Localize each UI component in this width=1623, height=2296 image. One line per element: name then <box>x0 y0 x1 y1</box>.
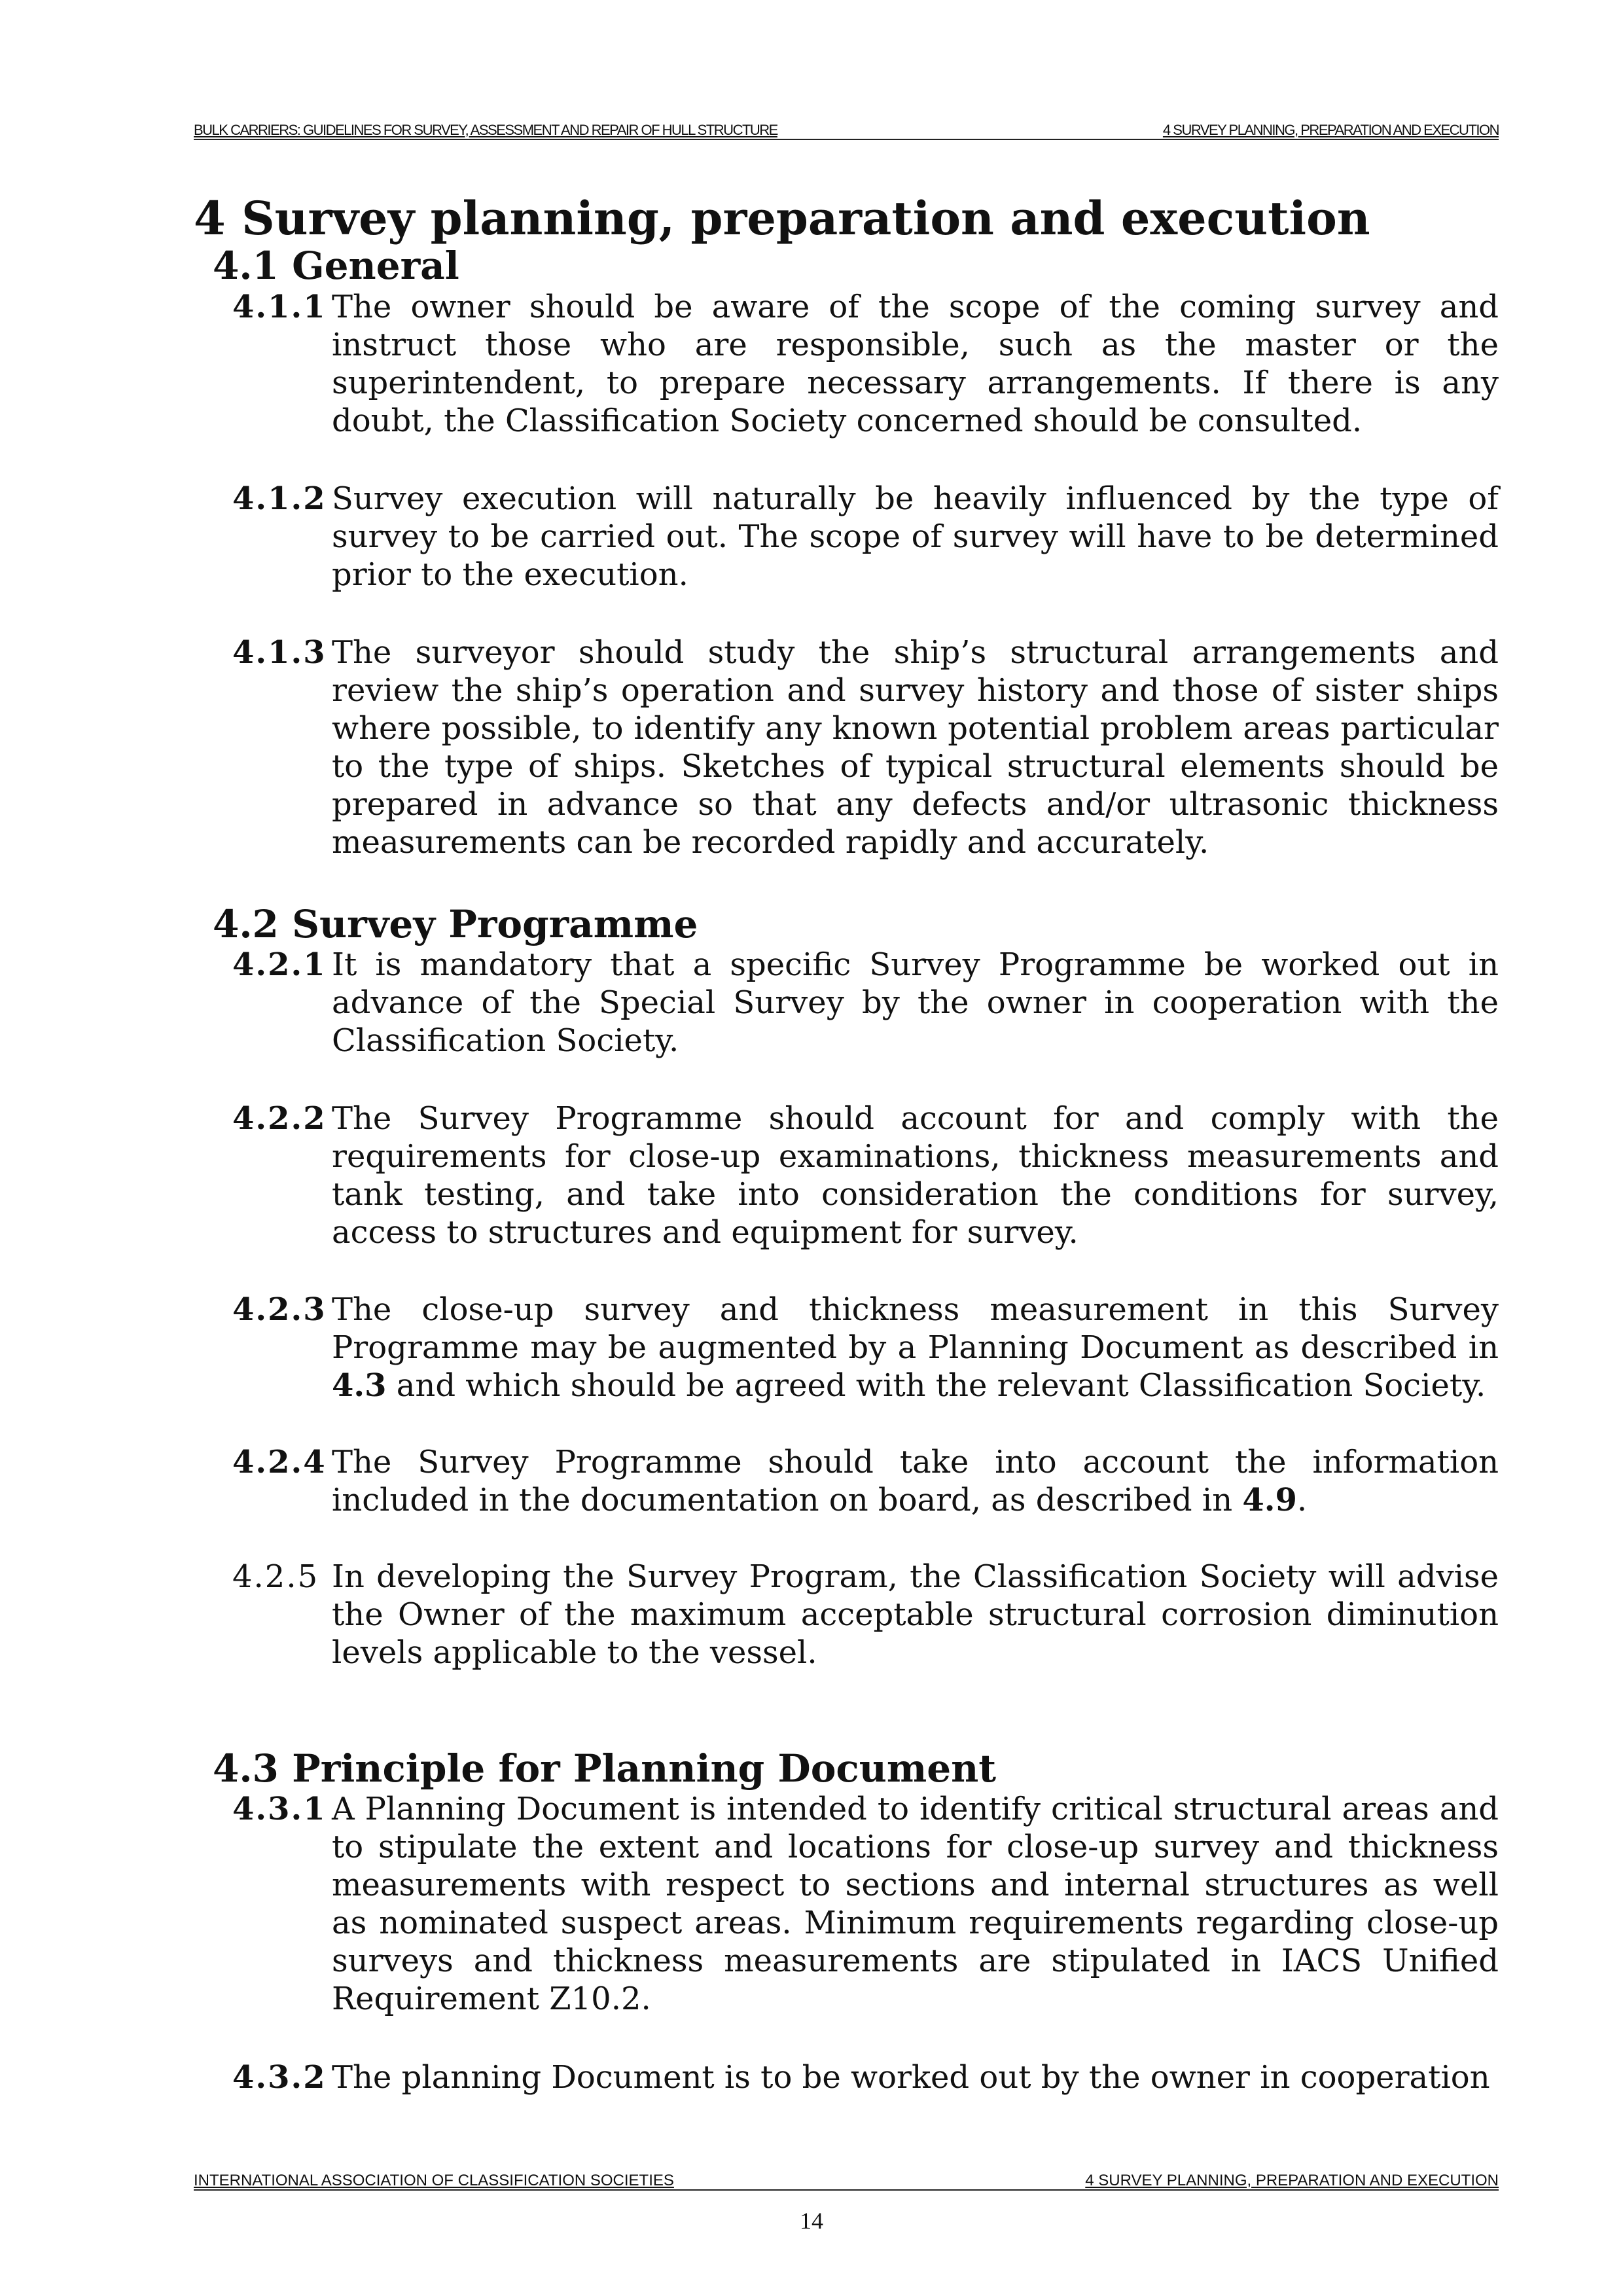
paragraph-text: A Planning Document is intended to identify critical structural areas and to stipulate the extent and locations for close-up survey and thickness measurements with respect to sections and internal structures as well as nominated suspect areas. Minimum requirements regarding close-up surveys and thickness measurements are stipulated in IACS Unified Requirement Z10.2. <box>332 1791 1499 2017</box>
cross-reference: 4.3 <box>332 1367 387 1404</box>
paragraph-text: It is mandatory that a specific Survey Programme be worked out in advance of the Special Survey by the owner in cooperation with the Classification Society. <box>332 946 1499 1059</box>
paragraph-number: 4.2.1 <box>232 946 327 983</box>
paragraph-4-1-2 <box>232 480 1499 594</box>
paragraph-text-part: The close-up survey and thickness measurement in this Survey Programme may be augmented by a Planning Document as described in <box>332 1291 1499 1366</box>
paragraph-4-1-3 <box>232 634 1499 861</box>
running-header-right: 4 SURVEY PLANNING, PREPARATION AND EXECUTION <box>1162 122 1499 138</box>
paragraph-number: 4.2.2 <box>232 1100 327 1137</box>
paragraph-text: Survey execution will naturally be heavily influenced by the type of survey to be carried out. The scope of survey will have to be determined prior to the execution. <box>332 480 1499 593</box>
paragraph-number: 4.1.3 <box>232 634 327 671</box>
section-heading-4-3: 4.3 Principle for Planning Document <box>213 1746 997 1791</box>
running-header-left: BULK CARRIERS: GUIDELINES FOR SURVEY, ASSESSMENT AND REPAIR OF HULL STRUCTURE <box>194 122 777 138</box>
chapter-title: 4 Survey planning, preparation and execution <box>194 191 1370 245</box>
paragraph-number: 4.3.1 <box>232 1791 327 1827</box>
paragraph-text <box>332 1291 1499 1405</box>
running-footer-left: INTERNATIONAL ASSOCIATION OF CLASSIFICATION SOCIETIES <box>194 2172 674 2189</box>
running-footer-right: 4 SURVEY PLANNING, PREPARATION AND EXECUTION <box>1085 2172 1499 2189</box>
paragraph-number: 4.2.3 <box>232 1291 327 1328</box>
paragraph-number: 4.3.2 <box>232 2059 327 2096</box>
paragraph-4-1-1 <box>232 288 1499 440</box>
paragraph-text-part: . <box>1296 1482 1308 1518</box>
paragraph-4-2-1 <box>232 946 1499 1060</box>
cross-reference: 4.9 <box>1242 1482 1297 1518</box>
paragraph-text <box>332 1443 1499 1519</box>
section-heading-4-1: 4.1 General <box>213 243 459 288</box>
paragraph-4-2-5 <box>232 1558 1499 1672</box>
paragraph-number: 4.1.1 <box>232 289 327 325</box>
paragraph-4-3-2 <box>232 2058 1499 2096</box>
section-heading-4-2: 4.2 Survey Programme <box>213 902 698 946</box>
header-rule <box>194 139 1499 140</box>
paragraph-text: The Survey Programme should account for and comply with the requirements for close-up examinations, thickness measurements and tank testing, and take into consideration the conditions for survey, access to structures and equipment for survey. <box>332 1100 1499 1251</box>
paragraph-number: 4.2.5 <box>232 1558 319 1595</box>
paragraph-4-2-3 <box>232 1291 1499 1405</box>
footer-rule <box>194 2189 1499 2191</box>
paragraph-4-2-4 <box>232 1443 1499 1519</box>
paragraph-4-3-1 <box>232 1790 1499 2018</box>
paragraph-text-part: and which should be agreed with the relevant Classification Society. <box>396 1367 1486 1404</box>
paragraph-number: 4.2.4 <box>232 1444 327 1480</box>
paragraph-4-2-2 <box>232 1100 1499 1251</box>
paragraph-text: In developing the Survey Program, the Classification Society will advise the Owner of the maximum acceptable structural corrosion diminution levels applicable to the vessel. <box>332 1558 1499 1671</box>
page-number: 14 <box>800 2208 823 2234</box>
paragraph-text-part: The Survey Programme should take into account the information included in the documentation on board, as described in <box>332 1444 1499 1518</box>
paragraph-text: The surveyor should study the ship’s structural arrangements and review the ship’s operation and survey history and those of sister ships where possible, to identify any known potential problem areas particular to the type of ships. Sketches of typical structural elements should be prepared in advance so that any defects and/or ultrasonic thickness measurements can be recorded rapidly and accurately. <box>332 634 1499 861</box>
paragraph-number: 4.1.2 <box>232 480 327 517</box>
paragraph-text: The planning Document is to be worked out by the owner in cooperation <box>332 2059 1490 2096</box>
paragraph-text: The owner should be aware of the scope of the coming survey and instruct those who are responsible, such as the master or the superintendent, to prepare necessary arrangements. If there is any doubt, the Classification Society concerned should be consulted. <box>332 289 1499 439</box>
